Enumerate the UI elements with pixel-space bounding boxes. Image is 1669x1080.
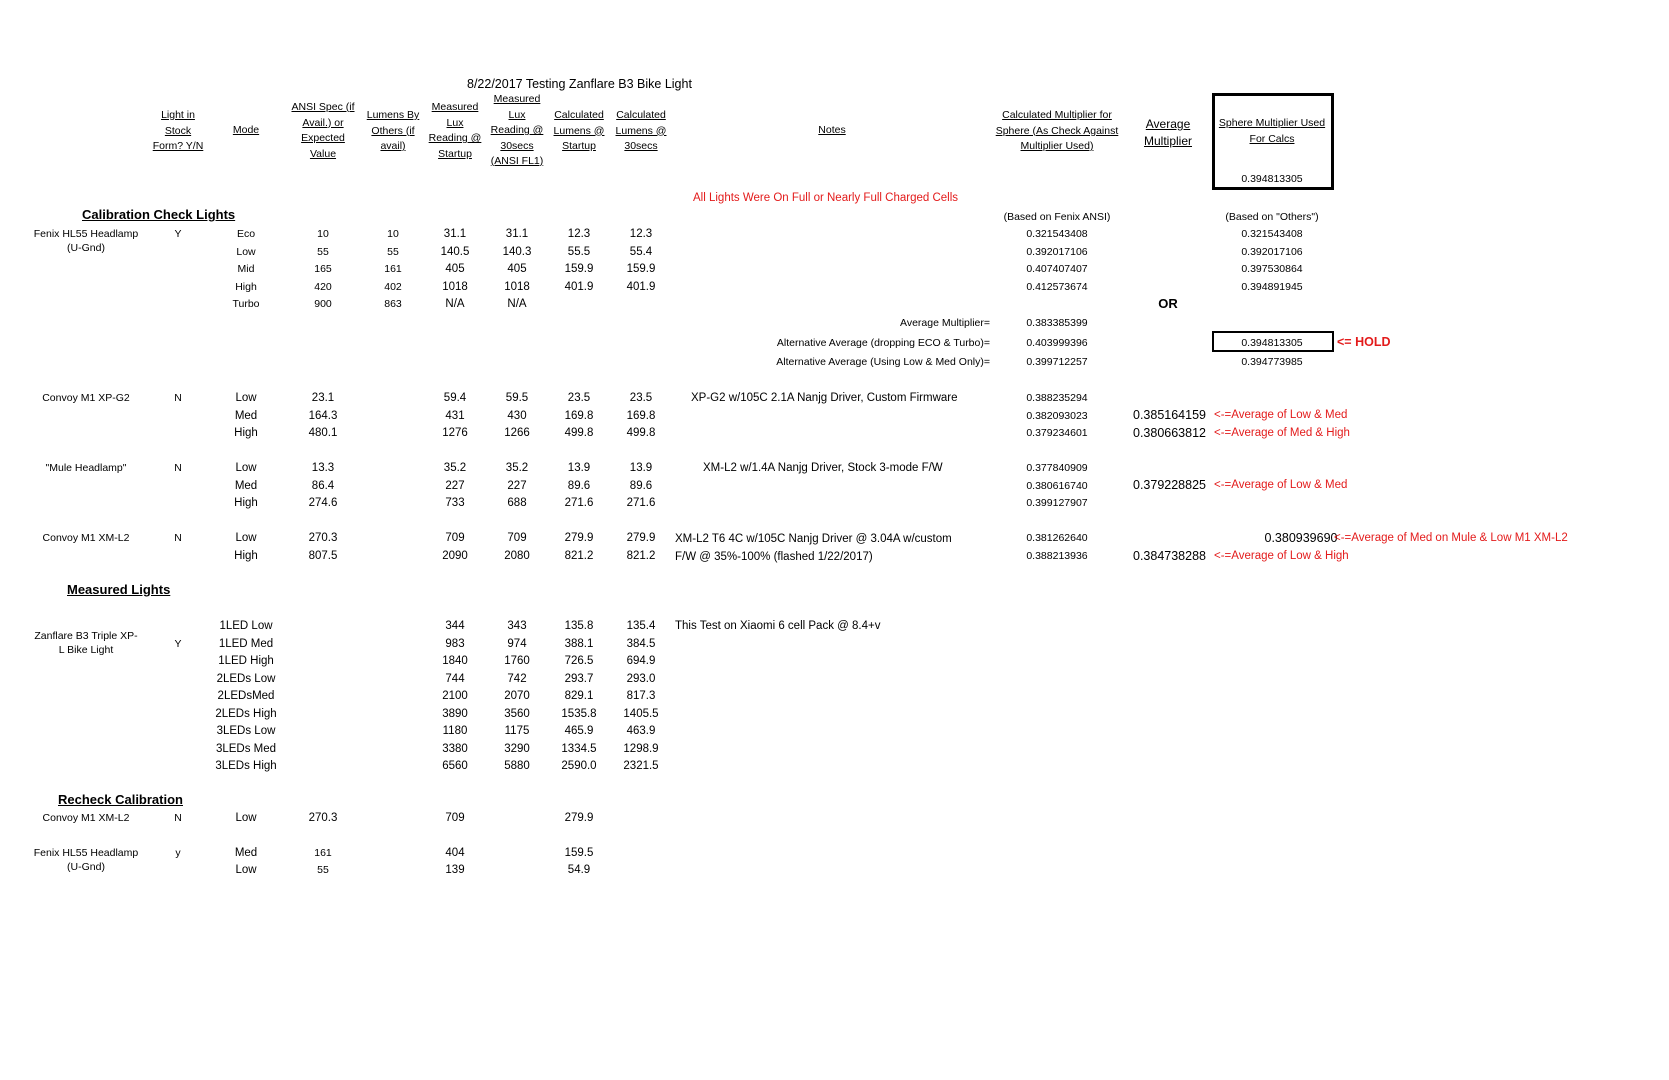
mule_rows-calc-30: 271.6 — [626, 497, 656, 509]
fenix-mode: Low — [236, 245, 256, 258]
zanflare-lux-startup: 3380 — [442, 742, 468, 755]
convoy_xpg2_rows-ansi: 164.3 — [308, 409, 338, 422]
fenix-others: 863 — [384, 298, 402, 310]
charged-cells-note: All Lights Were On Full or Nearly Full Charged Cells — [693, 192, 959, 204]
zanflare-calc-30: 694.9 — [626, 655, 656, 667]
mule_rows-lux-startup: 227 — [445, 479, 465, 492]
convoy_xml2_rows-lux-30: 709 — [507, 532, 527, 544]
zanflare-mode: 1LED High — [218, 655, 274, 667]
fenix-lux-startup: N/A — [445, 298, 465, 310]
fenix-ansi: 165 — [314, 263, 332, 275]
convoy_xpg2_rows-lux-startup: 1276 — [442, 427, 468, 439]
header-calc-multiplier: Calculated Multiplier for Sphere (As Check Against Multiplier Used) — [995, 109, 1119, 152]
fenix-others: 10 — [387, 228, 399, 240]
light-name-zanflare: Zanflare B3 Triple XP- L Bike Light — [34, 630, 138, 656]
fenix-mode: High — [235, 280, 257, 293]
mule_rows-mode: Low — [235, 462, 257, 474]
stock-flag-zanflare: Y — [174, 638, 182, 650]
convoy-xml2-avg-bottom: 0.384738288 — [1133, 549, 1206, 563]
convoy_xml2_rows-calc-startup: 279.9 — [564, 532, 594, 544]
convoy_xml2_rows-calc-30: 821.2 — [626, 549, 656, 562]
fenix-mult-ansi: 0.407407407 — [1026, 263, 1088, 275]
convoy_xpg2_rows-mode: Med — [234, 409, 258, 422]
fenix-calc-30: 159.9 — [626, 263, 656, 275]
stock-flag-convoy_xpg2: N — [174, 392, 182, 404]
fenix-lux-30: 140.3 — [502, 245, 532, 258]
zanflare-mode: 2LEDs Low — [216, 672, 276, 685]
fenix-mult-others: 0.321543408 — [1241, 228, 1303, 240]
zanflare-calc-startup: 1334.5 — [561, 742, 597, 755]
mule_rows-ansi: 13.3 — [311, 462, 335, 474]
section-measured: Measured Lights — [67, 582, 171, 597]
recheck-convoy-ansi: 270.3 — [308, 812, 338, 824]
average-label: Alternative Average (Using Low & Med Only)= — [776, 356, 990, 368]
zanflare-lux-startup: 1840 — [442, 655, 468, 667]
stock-flag-convoy_xml2: N — [174, 532, 182, 544]
fenix-lux-startup: 140.5 — [440, 245, 470, 258]
sphere-multiplier-value: 0.394813305 — [1241, 173, 1303, 185]
header-lux-startup: Measured Lux Reading @ Startup — [428, 101, 482, 160]
zanflare-calc-startup: 726.5 — [564, 655, 594, 667]
zanflare-lux-30: 974 — [507, 637, 527, 650]
zanflare-lux-startup: 344 — [445, 620, 465, 632]
average-value-ansi: 0.383385399 — [1026, 317, 1088, 329]
convoy_xpg2_rows-mode: Low — [235, 392, 257, 404]
convoy-xpg2-avg-note-1: <-=Average of Low & Med — [1214, 409, 1348, 421]
fenix-others: 55 — [387, 245, 399, 258]
mule_rows-lux-startup: 35.2 — [443, 462, 467, 474]
convoy_xpg2_rows-multiplier: 0.379234601 — [1026, 427, 1088, 439]
fenix-lux-30: N/A — [507, 298, 527, 310]
convoy_xpg2_rows-calc-30: 499.8 — [626, 427, 656, 439]
light-name-fenix: Fenix HL55 Headlamp (U-Gnd) — [33, 228, 139, 254]
convoy_xml2_rows-ansi: 807.5 — [308, 549, 338, 562]
recheck-fenix-mode: Low — [235, 864, 257, 876]
zanflare-calc-30: 384.5 — [626, 637, 656, 650]
convoy-xml2-avg-bottom-note: <-=Average of Low & High — [1214, 550, 1349, 562]
zanflare-lux-30: 3290 — [504, 742, 530, 755]
section-recheck: Recheck Calibration — [58, 792, 183, 807]
convoy_xml2_rows-calc-30: 279.9 — [626, 532, 656, 544]
header-average-multiplier: Average Multiplier — [1143, 117, 1193, 148]
zanflare-calc-startup: 388.1 — [564, 637, 594, 650]
fenix-ansi: 10 — [317, 228, 329, 240]
average-value-ansi: 0.399712257 — [1026, 356, 1088, 368]
based-on-others: (Based on "Others") — [1225, 211, 1319, 223]
zanflare-calc-30: 293.0 — [626, 672, 656, 685]
convoy-xpg2-avg-note-2: <-=Average of Med & High — [1214, 427, 1350, 439]
zanflare-mode: 3LEDs High — [215, 760, 277, 772]
convoy_xml2_rows-mode: High — [234, 549, 258, 562]
fenix-mult-others: 0.394891945 — [1241, 280, 1303, 293]
recheck-convoy-mode: Low — [235, 812, 257, 824]
recheck-convoy-lux: 709 — [445, 812, 465, 824]
mule_rows-mode: High — [234, 497, 258, 509]
mule_rows-ansi: 274.6 — [308, 497, 338, 509]
convoy-xml2-avg-top: 0.380939690 — [1264, 531, 1338, 545]
fenix-others: 161 — [384, 263, 402, 275]
fenix-calc-30: 401.9 — [626, 280, 656, 293]
mule_rows-calc-startup: 89.6 — [567, 479, 591, 492]
fenix-mode: Eco — [236, 228, 256, 240]
convoy_xpg2_rows-multiplier: 0.382093023 — [1026, 409, 1088, 422]
zanflare-lux-30: 343 — [507, 620, 527, 632]
based-on-fenix: (Based on Fenix ANSI) — [1003, 211, 1111, 223]
hold-box — [1212, 331, 1334, 352]
zanflare-calc-30: 135.4 — [626, 620, 656, 632]
convoy-xpg2-avg-2: 0.380663812 — [1133, 426, 1206, 440]
mule_rows-calc-startup: 271.6 — [564, 497, 594, 509]
zanflare-mode: 2LEDsMed — [217, 690, 275, 702]
fenix-others: 402 — [384, 280, 402, 293]
mule_rows-lux-startup: 733 — [445, 497, 465, 509]
header-ansi: ANSI Spec (if Avail.) or Expected Value — [291, 101, 355, 160]
zanflare-calc-startup: 1535.8 — [561, 707, 597, 720]
zanflare-mode: 3LEDs Med — [215, 742, 277, 755]
stock-flag-fenix: Y — [174, 228, 182, 240]
zanflare-lux-startup: 3890 — [442, 707, 468, 720]
zanflare-mode: 1LED Med — [218, 637, 274, 650]
recheck-fenix-calc: 54.9 — [567, 864, 591, 876]
fenix-calc-startup: 159.9 — [564, 263, 594, 275]
convoy_xpg2_rows-multiplier: 0.388235294 — [1026, 392, 1088, 404]
average-label: Average Multiplier= — [900, 317, 990, 329]
mule-avg: 0.379228825 — [1133, 478, 1206, 492]
fenix-ansi: 900 — [314, 298, 332, 310]
fenix-calc-startup: 55.5 — [567, 245, 591, 258]
average-label: Alternative Average (dropping ECO & Turbo)= — [776, 337, 990, 349]
zanflare-lux-30: 2070 — [504, 690, 530, 702]
convoy_xpg2_rows-lux-startup: 59.4 — [443, 392, 467, 404]
fenix-mult-ansi: 0.412573674 — [1026, 280, 1088, 293]
zanflare-lux-startup: 744 — [445, 672, 465, 685]
zanflare-calc-30: 463.9 — [626, 725, 656, 737]
average-value-ansi: 0.403999396 — [1026, 337, 1088, 349]
or-label: OR — [1158, 296, 1178, 311]
zanflare-lux-30: 5880 — [504, 760, 530, 772]
convoy_xpg2_rows-calc-startup: 499.8 — [564, 427, 594, 439]
zanflare-calc-30: 2321.5 — [623, 760, 659, 772]
convoy_xml2_rows-lux-startup: 709 — [445, 532, 465, 544]
fenix-calc-startup: 401.9 — [564, 280, 594, 293]
fenix-calc-startup: 12.3 — [567, 228, 591, 240]
fenix-ansi: 55 — [317, 245, 329, 258]
header-sphere-multiplier: Sphere Multiplier Used For Calcs — [1218, 117, 1326, 145]
average-value-others: 0.394813305 — [1241, 337, 1303, 349]
fenix-ansi: 420 — [314, 280, 332, 293]
convoy_xpg2_rows-lux-30: 430 — [507, 409, 527, 422]
mule_rows-multiplier: 0.377840909 — [1026, 462, 1088, 474]
light-name-recheck_convoy: Convoy M1 XM-L2 — [42, 812, 130, 824]
header-notes: Notes — [818, 124, 846, 136]
fenix-mult-others: 0.397530864 — [1241, 263, 1303, 275]
mule_rows-calc-30: 89.6 — [629, 479, 653, 492]
mule_rows-calc-startup: 13.9 — [567, 462, 591, 474]
mule-note: XM-L2 w/1.4A Nanjg Driver, Stock 3-mode F/W — [703, 462, 943, 474]
zanflare-lux-startup: 6560 — [442, 760, 468, 772]
convoy_xpg2_rows-lux-startup: 431 — [445, 409, 465, 422]
convoy_xml2_rows-multiplier: 0.381262640 — [1026, 532, 1088, 544]
light-name-mule: "Mule Headlamp" — [45, 462, 127, 474]
convoy_xml2_rows-lux-30: 2080 — [504, 549, 530, 562]
fenix-mult-ansi: 0.321543408 — [1026, 228, 1088, 240]
mule_rows-mode: Med — [234, 479, 258, 492]
stock-flag-mule: N — [174, 462, 182, 474]
zanflare-calc-startup: 293.7 — [564, 672, 594, 685]
mule_rows-ansi: 86.4 — [311, 479, 335, 492]
zanflare-lux-startup: 2100 — [442, 690, 468, 702]
zanflare-lux-startup: 983 — [445, 637, 465, 650]
convoy_xml2_rows-calc-startup: 821.2 — [564, 549, 594, 562]
header-calc-30secs: Calculated Lumens @ 30secs — [615, 109, 667, 152]
convoy_xpg2_rows-ansi: 480.1 — [308, 427, 338, 439]
convoy_xpg2_rows-ansi: 23.1 — [311, 392, 335, 404]
stock-flag-recheck_fenix: y — [175, 847, 181, 859]
zanflare-mode: 3LEDs Low — [216, 725, 276, 737]
mule_rows-calc-30: 13.9 — [629, 462, 653, 474]
convoy-xml2-avg-top-note: <-=Average of Med on Mule & Low M1 XM-L2 — [1334, 532, 1568, 544]
fenix-mult-ansi: 0.392017106 — [1026, 245, 1088, 258]
fenix-calc-30: 12.3 — [629, 228, 653, 240]
header-others: Lumens By Others (if avail) — [366, 109, 420, 152]
mule-avg-note: <-=Average of Low & Med — [1214, 479, 1348, 491]
recheck-fenix-ansi: 161 — [314, 847, 332, 859]
convoy-xml2-note: XM-L2 T6 4C w/105C Nanjg Driver @ 3.04A w/custom F/W @ 35%-100% (flashed 1/22/2017) — [675, 533, 952, 563]
section-calibration: Calibration Check Lights — [82, 207, 236, 222]
header-lux-30secs: Measured Lux Reading @ 30secs (ANSI FL1) — [490, 93, 544, 167]
convoy_xml2_rows-lux-startup: 2090 — [442, 549, 468, 562]
convoy_xpg2_rows-calc-startup: 169.8 — [564, 409, 594, 422]
zanflare-lux-startup: 1180 — [442, 725, 468, 737]
recheck-fenix-lux: 404 — [445, 847, 465, 859]
header-stock: Light in Stock Form? Y/N — [152, 109, 204, 152]
convoy_xpg2_rows-calc-startup: 23.5 — [567, 392, 591, 404]
mule_rows-lux-30: 688 — [507, 497, 527, 509]
fenix-lux-30: 405 — [507, 263, 527, 275]
mule_rows-multiplier: 0.380616740 — [1026, 479, 1088, 492]
zanflare-calc-30: 1405.5 — [623, 707, 659, 720]
header-calc-startup: Calculated Lumens @ Startup — [553, 109, 605, 152]
header-mode: Mode — [232, 124, 260, 136]
fenix-lux-30: 1018 — [504, 280, 530, 293]
fenix-lux-startup: 405 — [445, 263, 465, 275]
zanflare-calc-startup: 465.9 — [564, 725, 594, 737]
light-name-recheck_fenix: Fenix HL55 Headlamp (U-Gnd) — [33, 847, 139, 873]
fenix-lux-startup: 1018 — [442, 280, 468, 293]
convoy-xpg2-note: XP-G2 w/105C 2.1A Nanjg Driver, Custom Firmware — [691, 392, 958, 404]
convoy_xpg2_rows-lux-30: 59.5 — [505, 392, 529, 404]
zanflare-calc-30: 817.3 — [626, 690, 656, 702]
fenix-mult-others: 0.392017106 — [1241, 245, 1303, 258]
zanflare-lux-30: 742 — [507, 672, 527, 685]
convoy-xpg2-avg-1: 0.385164159 — [1133, 408, 1206, 422]
fenix-mode: Mid — [237, 263, 255, 275]
zanflare-lux-30: 1175 — [504, 725, 530, 737]
recheck-fenix-mode: Med — [234, 847, 258, 859]
fenix-lux-30: 31.1 — [505, 228, 529, 240]
zanflare-calc-startup: 829.1 — [564, 690, 594, 702]
light-name-convoy_xpg2: Convoy M1 XP-G2 — [42, 392, 130, 404]
zanflare-lux-30: 3560 — [504, 707, 530, 720]
zanflare-mode: 1LED Low — [219, 620, 273, 632]
zanflare-lux-30: 1760 — [504, 655, 530, 667]
zanflare-calc-startup: 135.8 — [564, 620, 594, 632]
convoy_xml2_rows-multiplier: 0.388213936 — [1026, 549, 1088, 562]
recheck-fenix-calc: 159.5 — [564, 847, 594, 859]
page-title: 8/22/2017 Testing Zanflare B3 Bike Light — [467, 77, 692, 91]
light-name-convoy_xml2: Convoy M1 XM-L2 — [42, 532, 130, 544]
mule_rows-lux-30: 227 — [507, 479, 527, 492]
stock-flag-recheck_convoy: N — [174, 812, 182, 824]
hold-label: <= HOLD — [1337, 335, 1391, 349]
convoy_xpg2_rows-calc-30: 23.5 — [629, 392, 653, 404]
recheck-fenix-lux: 139 — [445, 864, 465, 876]
convoy_xpg2_rows-calc-30: 169.8 — [626, 409, 656, 422]
zanflare-mode: 2LEDs High — [215, 707, 277, 720]
zanflare-calc-30: 1298.9 — [623, 742, 659, 755]
convoy_xpg2_rows-mode: High — [234, 427, 258, 439]
mule_rows-lux-30: 35.2 — [505, 462, 529, 474]
average-value-others: 0.394773985 — [1241, 356, 1303, 368]
fenix-mode: Turbo — [232, 298, 260, 310]
convoy_xpg2_rows-lux-30: 1266 — [504, 427, 530, 439]
zanflare-calc-startup: 2590.0 — [561, 760, 597, 772]
mule_rows-multiplier: 0.399127907 — [1026, 497, 1088, 509]
fenix-lux-startup: 31.1 — [443, 228, 467, 240]
convoy_xml2_rows-mode: Low — [235, 532, 257, 544]
zanflare-note: This Test on Xiaomi 6 cell Pack @ 8.4+v — [675, 620, 881, 632]
recheck-convoy-calc: 279.9 — [564, 812, 594, 824]
fenix-calc-30: 55.4 — [629, 245, 653, 258]
recheck-fenix-ansi: 55 — [317, 864, 329, 876]
convoy_xml2_rows-ansi: 270.3 — [308, 532, 338, 544]
